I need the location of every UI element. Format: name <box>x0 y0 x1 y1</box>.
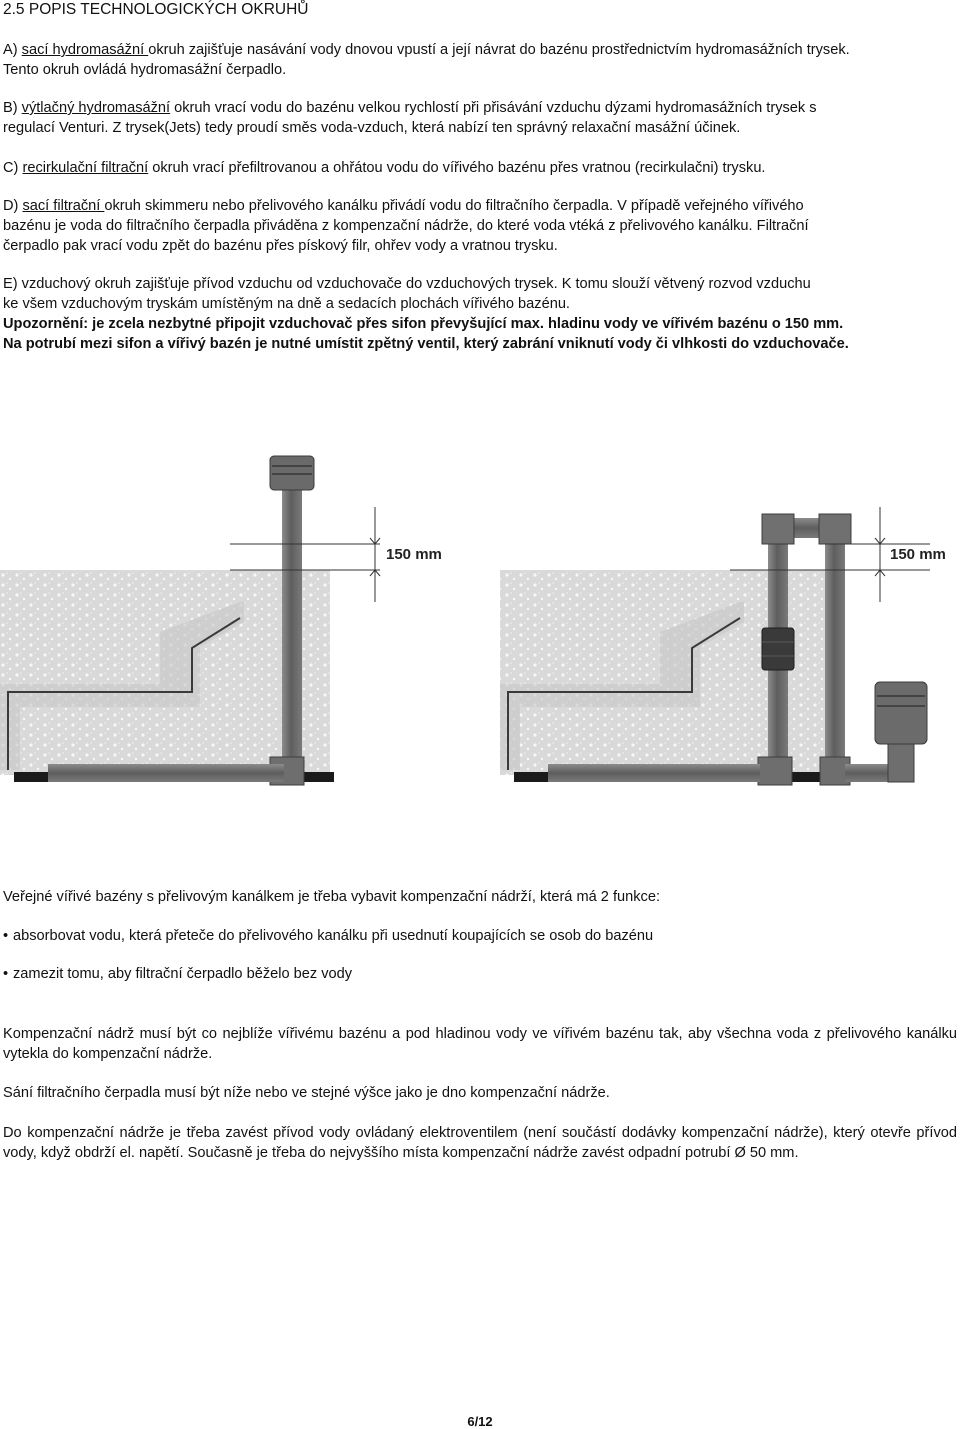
section-a <box>3 40 957 80</box>
right-horizontal-pipe <box>548 764 760 782</box>
warning-text-1: je zcela nezbytné připojit vzduchovač přes sifon převyšující max. hladinu vody ve vířivém bazénu o 150 mm. <box>88 316 844 332</box>
section-b-prefix: B) <box>3 100 22 116</box>
section-d-line2: bazénu je voda do filtračního čerpadla přiváděna z kompenzační nádrže, do které voda vtéká z přelivového kanálku. Filtrační <box>3 218 809 234</box>
air-blower <box>875 682 927 744</box>
right-bottom-elbow <box>758 757 792 785</box>
section-d <box>3 196 957 256</box>
bullet-text-2: zamezit tomu, aby filtrační čerpadlo běželo bez vody <box>13 966 353 982</box>
bullet-item <box>3 926 957 946</box>
section-b-line2: regulací Venturi. Z trysek(Jets) tedy proudí směs voda-vzduch, která nabízí ten správný relaxační masážní účinek. <box>3 120 741 136</box>
section-b-term: výtlačný hydromasážní <box>21 100 171 116</box>
section-e-line1: E) vzduchový okruh zajišťuje přívod vzduchu od vzduchovače do vzduchových trysek. K tomu slouží větvený rozvod vzduchu <box>3 276 811 292</box>
left-vertical-pipe <box>282 486 302 776</box>
section-a-text: okruh zajišťuje nasávání vody dnovou vpustí a její návrat do bazénu prostřednictvím hydromasážních trysek. <box>148 42 850 58</box>
bullet-icon: • <box>3 966 9 982</box>
warning-text-2: Na potrubí mezi sifon a vířivý bazén je nutné umístit zpětný ventil, který zabrání vniknutí vody či vlhkosti do vzduchovače. <box>3 336 849 352</box>
section-c <box>3 158 957 178</box>
section-b <box>3 98 957 138</box>
right-siphon-right-leg <box>825 536 845 776</box>
intro-paragraph: Veřejné vířivé bazény s přelivovým kanálkem je třeba vybavit kompenzační nádrží, která má 2 funkce: <box>3 889 661 905</box>
bullet-item <box>3 964 957 984</box>
section-c-term: recirkulační filtrační <box>22 160 149 176</box>
section-d-line3: čerpadlo pak vrací vodu zpět do bazénu přes pískový filr, ohřev vody a vratnou trysku. <box>3 238 558 254</box>
left-horizontal-pipe <box>48 764 284 782</box>
section-a-prefix: A) <box>3 42 22 58</box>
section-a-term: sací hydromasážní <box>21 42 149 58</box>
section-c-prefix: C) <box>3 160 23 176</box>
right-dimension-label: 150 mm <box>890 546 946 563</box>
section-d-text: okruh skimmeru nebo přelivového kanálku přivádí vodu do filtračního čerpadla. V případě veřejného vířivého <box>104 198 804 214</box>
section-d-prefix: D) <box>3 198 23 214</box>
left-dimension-label: 150 mm <box>386 546 442 563</box>
bullet-icon: • <box>3 928 9 944</box>
paragraph-water-inlet: Do kompenzační nádrže je třeba zavést přívod vody ovládaný elektroventilem (není součástí dodávky kompenzační nádrže), který otevře přívod vody, když obdrží el. napětí. Současně je třeba do nejvyššího místa kompenzační nádrže zavést odpadní potrubí Ø 50 mm. <box>3 1125 957 1161</box>
section-d-term: sací filtrační <box>22 198 105 214</box>
right-diagram <box>500 507 946 785</box>
warning-label: Upozornění: <box>3 316 89 332</box>
paragraph-compensation-tank: Kompenzační nádrž musí být co nejblíže vířivému bazénu a pod hladinou vody ve vířivém bazénu tak, aby všechna voda z přelivového kanálku vytekla do kompenzační nádrže. <box>3 1026 957 1062</box>
section-e-line2: ke všem vzduchovým tryskám umístěným na dně a sedacích plochách vířivého bazénu. <box>3 296 570 312</box>
section-c-text: okruh vrací přefiltrovanou a ohřátou vodu do vířivého bazénu přes vratnou (recirkulačni) trysku. <box>148 160 766 176</box>
check-valve <box>762 628 794 670</box>
section-a-line2: Tento okruh ovládá hydromasážní čerpadlo. <box>3 62 287 78</box>
paragraph-pump-suction: Sání filtračního čerpadla musí být níže nebo ve stejné výšce jako je dno kompenzační nádrže. <box>3 1085 610 1101</box>
left-diagram <box>0 456 442 785</box>
section-e <box>3 274 957 354</box>
siphon-diagram <box>0 452 960 800</box>
section-heading: 2.5 POPIS TECHNOLOGICKÝCH OKRUHŮ <box>3 1 309 18</box>
section-b-text: okruh vrací vodu do bazénu velkou rychlostí při přisávání vzduchu dýzami hydromasážních trysek s <box>170 100 817 116</box>
bullet-text-1: absorbovat vodu, která přeteče do přelivového kanálku při usednutí koupajících se osob do bazénu <box>13 928 654 944</box>
page-number: 6/12 <box>467 1414 493 1429</box>
